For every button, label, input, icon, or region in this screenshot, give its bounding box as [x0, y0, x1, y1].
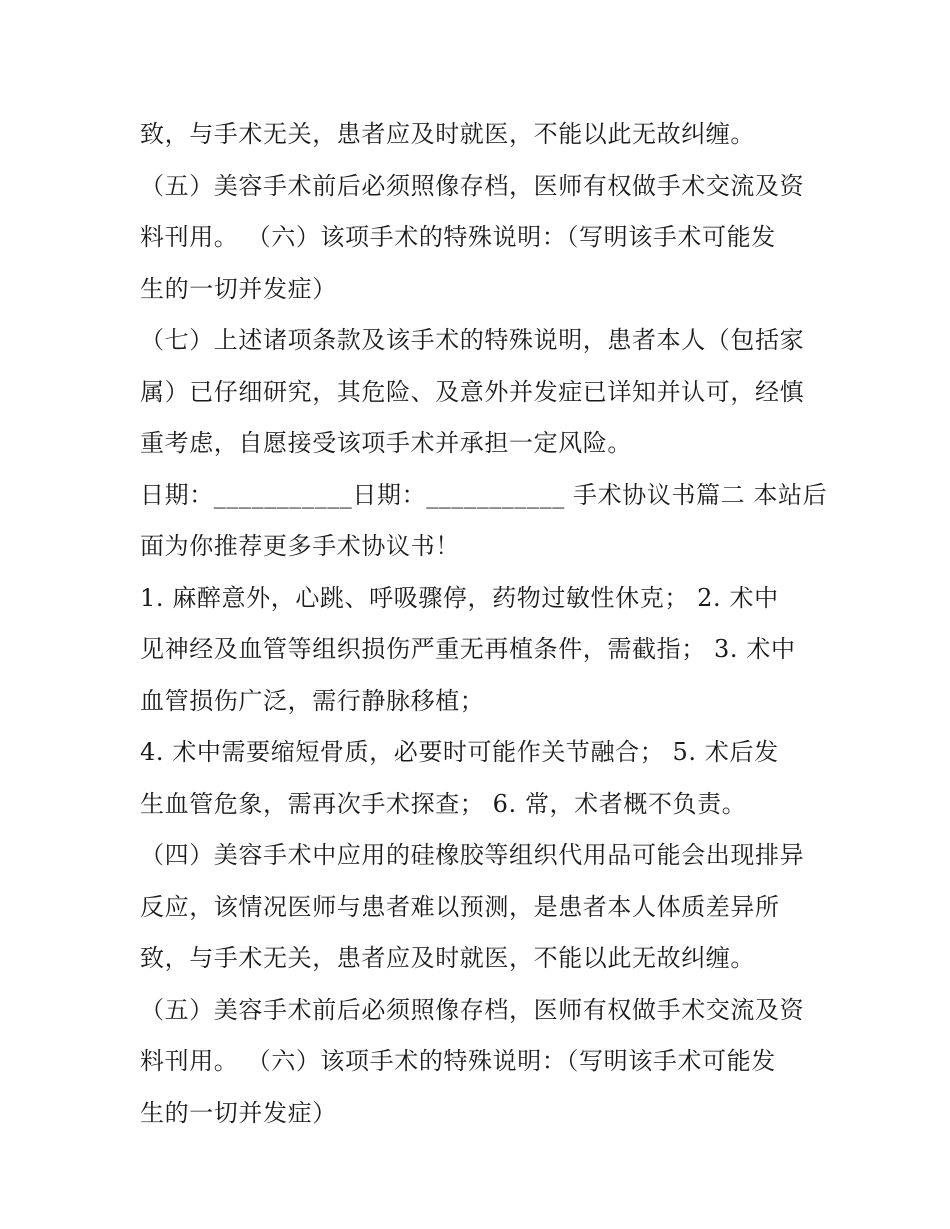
text-line: 料刊用。 （六）该项手术的特殊说明：（写明该手术可能发: [140, 1047, 776, 1075]
text-line: 血管损伤广泛，需行静脉移植；: [140, 686, 485, 715]
text-line: 生的一切并发症）: [140, 1098, 337, 1127]
text-line: 生血管危象，需再次手术探查； 6. 常，术者概不负责。: [140, 789, 747, 818]
text-line: 见神经及血管等组织损伤严重无再植条件，需截指； 3. 术中: [140, 635, 796, 663]
text-line: 1. 麻醉意外，心跳、呼吸骤停，药物过敏性休克； 2. 术中: [140, 583, 779, 612]
text-line: 重考虑，自愿接受该项手术并承担一定风险。: [140, 429, 632, 457]
text-line: 料刊用。 （六）该项手术的特殊说明：（写明该手术可能发: [140, 223, 776, 251]
document-body: [140, 109, 828, 1139]
text-line: 4. 术中需要缩短骨质，必要时可能作关节融合； 5. 术后发: [140, 738, 779, 766]
text-line: 致，与手术无关，患者应及时就医，不能以此无故纠缠。: [140, 120, 755, 148]
text-line: （四）美容手术中应用的硅橡胶等组织代用品可能会出现排异: [140, 841, 805, 869]
text-line: 属）已仔细研究，其危险、及意外并发症已详知并认可，经慎: [140, 377, 805, 406]
text-line: 致，与手术无关，患者应及时就医，不能以此无故纠缠。: [140, 944, 755, 972]
text-line: 反应，该情况医师与患者难以预测，是患者本人体质差异所: [140, 892, 780, 921]
text-line: 生的一切并发症）: [140, 274, 337, 303]
date-signature-line: 日期：___________日期：___________ 手术协议书篇二 本站后: [140, 480, 828, 509]
text-line: （七）上述诸项条款及该手术的特殊说明，患者本人（包括家: [140, 326, 805, 354]
text-line: 面为你推荐更多手术协议书！: [140, 532, 460, 560]
text-line: （五）美容手术前后必须照像存档，医师有权做手术交流及资: [140, 171, 805, 200]
text-line: （五）美容手术前后必须照像存档，医师有权做手术交流及资: [140, 995, 805, 1024]
